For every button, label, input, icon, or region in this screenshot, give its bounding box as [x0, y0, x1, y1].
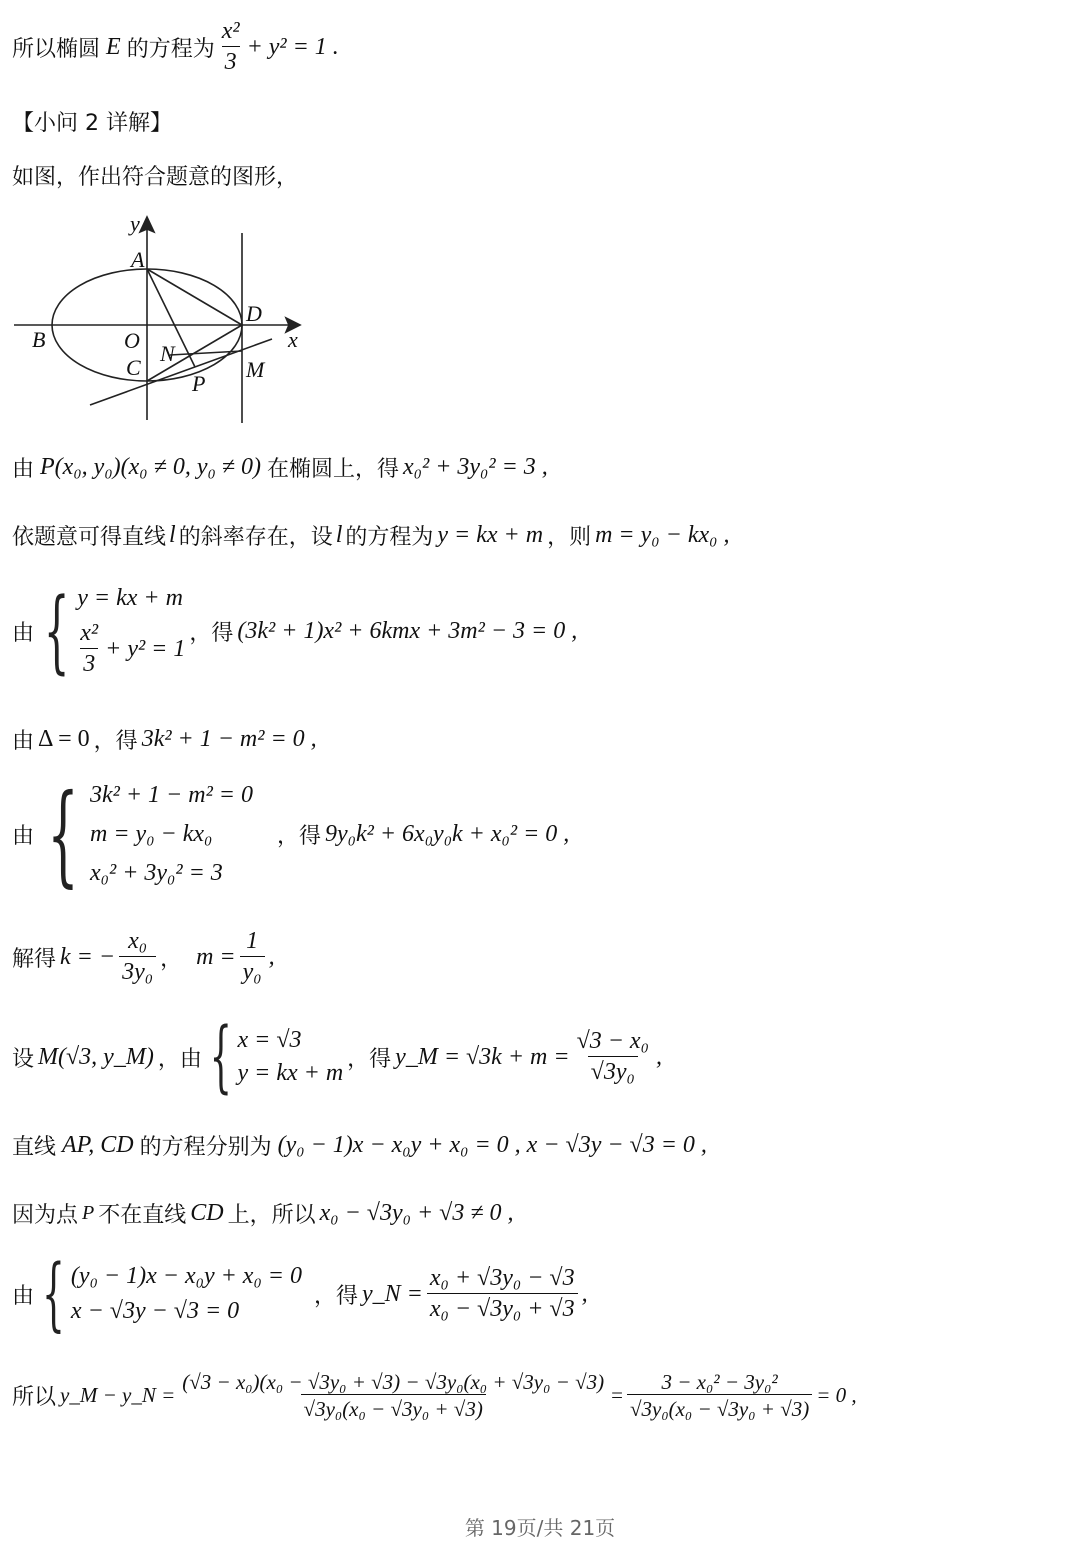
text: 依题意可得直线	[12, 525, 167, 550]
equation-row: 3k² + 1 − m² = 0	[90, 782, 253, 808]
text: ，	[160, 946, 183, 972]
label-C: C	[126, 355, 141, 380]
paragraph	[12, 928, 1060, 986]
text: 由	[12, 824, 35, 849]
denominator: x₀ − √3y₀ + √3	[427, 1293, 578, 1324]
heading-text: 【小问 2 详解】	[12, 111, 172, 136]
fraction	[77, 620, 101, 678]
numerator: (√3 − x₀)(x₀ − √3y₀ + √3) − √3y₀(x₀ + √3y₀ − √3)	[182, 1370, 605, 1394]
paragraph	[12, 1198, 1060, 1229]
equation-row: y = kx + m	[77, 585, 183, 611]
math: k = −	[60, 943, 116, 970]
label-O: O	[124, 328, 140, 353]
text: 由	[12, 729, 35, 754]
paragraph	[12, 1247, 1060, 1340]
text: 的方程为	[345, 525, 434, 550]
label-D: D	[246, 301, 262, 326]
denominator: 3y₀	[119, 956, 156, 987]
paragraph	[12, 1370, 1060, 1421]
text: ，由	[157, 1046, 202, 1072]
math: P(x₀, y₀)(x₀ ≠ 0, y₀ ≠ 0)	[40, 454, 261, 480]
brace: {	[43, 579, 70, 685]
denominator: √3y₀(x₀ − √3y₀ + √3)	[301, 1394, 486, 1421]
ellipse-figure	[10, 205, 310, 430]
text: 设	[12, 1046, 35, 1072]
text: 直线	[12, 1135, 57, 1160]
paragraph	[12, 452, 1060, 483]
label-B: B	[32, 327, 46, 352]
paragraph	[12, 770, 1060, 898]
equation-row: (y₀ − 1)x − x₀y + x₀ = 0	[70, 1263, 302, 1289]
equation-row: x₀² + 3y₀² = 3	[90, 860, 223, 886]
math-var: l	[169, 522, 176, 548]
label-A: A	[131, 247, 145, 272]
equation-system	[38, 1247, 302, 1340]
numerator: 1	[246, 928, 259, 954]
label-y: y	[130, 211, 140, 236]
equation-system	[206, 1012, 344, 1102]
paragraph	[12, 1012, 1060, 1102]
text: 在椭圆上，得	[266, 457, 399, 482]
equation-row: m = y₀ − kx₀	[90, 821, 213, 847]
equation-system	[38, 579, 186, 685]
math: y_M = √3k + m =	[395, 1043, 570, 1070]
y-axis-arrow	[140, 217, 154, 232]
paragraph	[12, 724, 1060, 755]
fraction	[179, 1370, 607, 1421]
section-heading	[12, 106, 1060, 137]
denominator: √3y₀	[588, 1056, 638, 1087]
numerator: x₀ + √3y₀ − √3	[429, 1264, 575, 1291]
math-var: l	[335, 522, 343, 548]
label-x: x	[288, 327, 298, 352]
math: ,	[268, 943, 275, 970]
paragraph	[12, 579, 1060, 685]
math: Δ = 0	[38, 726, 90, 752]
text: 所以	[12, 1385, 57, 1411]
brace: {	[209, 1012, 232, 1102]
paragraph	[12, 1130, 1060, 1161]
paragraph	[12, 520, 1060, 551]
fraction	[219, 18, 243, 76]
math: (3k² + 1)x² + 6kmx + 3m² − 3 = 0 ,	[237, 618, 578, 645]
equation-row: y = kx + m	[237, 1060, 344, 1087]
text: 如图，作出符合题意的图形，	[12, 165, 299, 190]
equation-system	[38, 770, 253, 898]
text: ，得	[347, 1046, 392, 1072]
math: m =	[196, 943, 236, 970]
page-footer: 第 19页/共 21页	[464, 1516, 616, 1540]
denominator: 3	[80, 648, 98, 679]
math: m = y₀ − kx₀ ,	[595, 522, 730, 548]
math: + y² = 1 .	[246, 33, 339, 60]
math: = 0 ,	[816, 1383, 857, 1408]
label-N: N	[160, 341, 175, 366]
text: 由	[12, 457, 35, 482]
math-var: P	[82, 1202, 95, 1224]
text: 所以椭圆	[12, 36, 101, 62]
math: 3k² + 1 − m² = 0 ,	[141, 726, 317, 752]
fraction	[627, 1370, 812, 1421]
numerator: x₀	[128, 928, 148, 954]
math: y = kx + m	[437, 522, 544, 548]
math: ,	[581, 1280, 588, 1307]
math-var: E	[106, 33, 121, 60]
math: M(√3, y_M)	[38, 1043, 154, 1070]
text: 解得	[12, 946, 57, 972]
numerator: x²	[221, 18, 240, 44]
text: 由	[12, 1283, 35, 1309]
numerator: √3 − x₀	[576, 1028, 649, 1054]
text: 由	[12, 621, 35, 647]
ellipse-equation-line	[12, 18, 1060, 76]
text: ，则	[547, 525, 592, 550]
text: 因为点	[12, 1203, 79, 1228]
equation-row: x = √3	[237, 1027, 302, 1054]
math: y_M − y_N =	[60, 1383, 176, 1408]
math: =	[611, 1383, 623, 1408]
fraction	[574, 1028, 652, 1086]
label-M: M	[246, 357, 265, 382]
ellipse-diagram	[10, 205, 310, 430]
denominator: 3	[222, 46, 240, 77]
math: 9y₀k² + 6x₀y₀k + x₀² = 0 ,	[325, 821, 570, 847]
equation-row: x − √3y − √3 = 0	[70, 1298, 240, 1324]
fraction	[427, 1265, 578, 1323]
math: + y² = 1	[105, 635, 186, 662]
text: ，得	[313, 1283, 358, 1309]
math: (y₀ − 1)x − x₀y + x₀ = 0 , x − √3y − √3 = 0 ,	[277, 1132, 707, 1158]
text: ，得	[189, 621, 234, 647]
fraction	[119, 928, 156, 986]
brace: {	[47, 770, 79, 898]
fraction	[240, 928, 265, 986]
tangent-line	[90, 339, 272, 405]
text: 的斜率存在，设	[178, 525, 333, 550]
brace: {	[42, 1247, 65, 1340]
equation-row	[77, 620, 185, 678]
numerator: x²	[80, 620, 99, 646]
label-P: P	[192, 371, 206, 396]
text: ，得	[93, 729, 138, 754]
math: y_N =	[362, 1280, 423, 1307]
text: 的方程为	[126, 36, 215, 62]
math: AP, CD	[62, 1132, 134, 1158]
math-var: CD	[190, 1200, 224, 1226]
math: ,	[655, 1043, 662, 1070]
text: 的方程分别为	[139, 1135, 272, 1160]
paragraph	[12, 160, 1060, 191]
text: 不在直线	[98, 1203, 187, 1228]
text: ，得	[276, 824, 321, 849]
numerator: 3 − x₀² − 3y₀²	[661, 1370, 778, 1394]
denominator: √3y₀(x₀ − √3y₀ + √3)	[627, 1394, 812, 1421]
math: x₀² + 3y₀² = 3 ,	[403, 454, 548, 480]
denominator: y₀	[240, 956, 265, 987]
math: x₀ − √3y₀ + √3 ≠ 0 ,	[319, 1200, 514, 1226]
text: 上，所以	[227, 1203, 316, 1228]
